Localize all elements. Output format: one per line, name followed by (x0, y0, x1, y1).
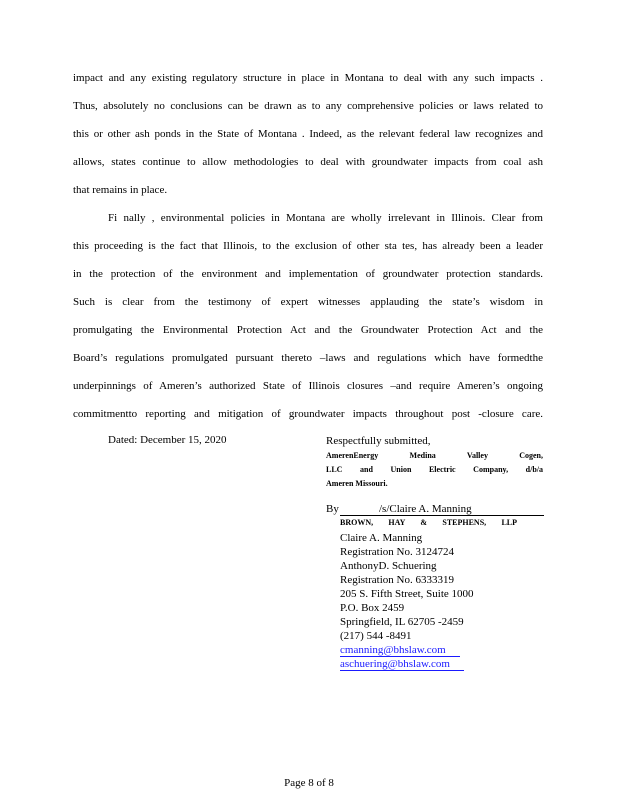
law-firm-name: BROWN, HAY & STEPHENS, LLP (340, 518, 517, 527)
body-line: this proceeding is the fact that Illinois, to the exclusion of other sta tes, has already been a leader (73, 240, 543, 252)
body-line: allows, states continue to allow methodologies to deal with groundwater impacts from coal ash (73, 156, 543, 168)
respectfully-submitted: Respectfully submitted, (326, 435, 431, 447)
party-name-line: LLC and Union Electric Company, d/b/a (326, 465, 543, 474)
body-line: impact and any existing regulatory structure in place in Montana to deal with any such impacts . (73, 72, 543, 84)
signature-line (326, 503, 544, 515)
body-line: underpinnings of Ameren’s authorized State of Illinois closures –and require Ameren’s ongoing (73, 380, 543, 392)
by-label: By (326, 503, 339, 515)
body-line: Thus, absolutely no conclusions can be drawn as to any comprehensive policies or laws related to (73, 100, 543, 112)
electronic-signature: /s/Claire A. Manning (379, 503, 472, 515)
signature-underline (340, 515, 544, 516)
attorney-name: Claire A. Manning (340, 532, 423, 544)
attorney-name: AnthonyD. Schuering (340, 560, 437, 572)
page-number: Page 8 of 8 (284, 777, 334, 789)
po-box: P.O. Box 2459 (340, 602, 405, 614)
body-line: promulgating the Environmental Protection Act and the Groundwater Protection Act and the (73, 324, 543, 336)
body-line: commitmentto reporting and mitigation of groundwater impacts throughout post -closure care. (73, 408, 543, 420)
party-name-line: AmerenEnergy Medina Valley Cogen, (326, 451, 543, 460)
dated-line: Dated: December 15, 2020 (108, 434, 227, 446)
city-state-zip: Springfield, IL 62705 -2459 (340, 616, 464, 628)
body-line: Board’s regulations promulgated pursuant thereto –laws and regulations which have formedthe (73, 352, 543, 364)
body-line: that remains in place. (73, 184, 168, 196)
email-link-text[interactable]: cmanning@bhslaw.com (340, 644, 460, 657)
body-line: this or other ash ponds in the State of Montana . Indeed, as the relevant federal law recognizes and (73, 128, 543, 140)
body-line: Fi nally , environmental policies in Montana are wholly irrelevant in Illinois. Clear from (108, 212, 543, 224)
body-line: in the protection of the environment and implementation of groundwater protection standards. (73, 268, 543, 280)
registration-number: Registration No. 6333319 (340, 574, 454, 586)
email-link[interactable] (340, 657, 464, 671)
email-link[interactable] (340, 643, 460, 657)
registration-number: Registration No. 3124724 (340, 546, 454, 558)
street-address: 205 S. Fifth Street, Suite 1000 (340, 588, 474, 600)
phone-number: (217) 544 -8491 (340, 630, 412, 642)
party-name-line: Ameren Missouri. (326, 479, 388, 488)
email-link-text[interactable]: aschuering@bhslaw.com (340, 658, 464, 671)
body-line: Such is clear from the testimony of expert witnesses applauding the state’s wisdom in (73, 296, 543, 308)
